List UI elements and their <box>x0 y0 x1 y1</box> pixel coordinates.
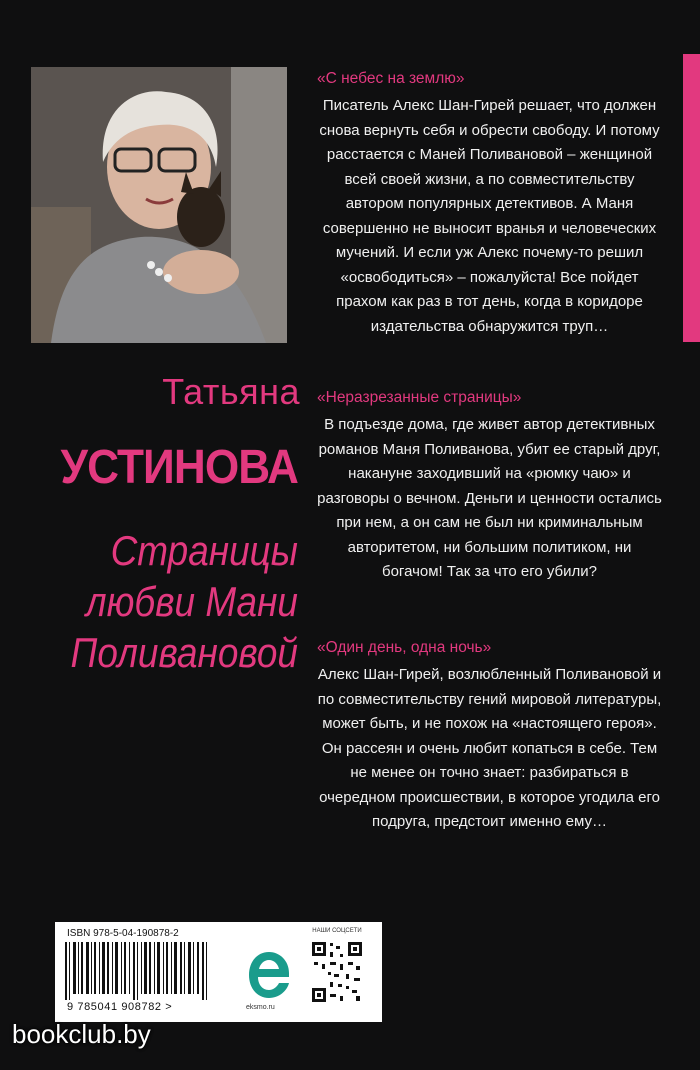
barcode-panel <box>55 922 382 1022</box>
story-blurb-1 <box>317 68 662 339</box>
book-title-line-1: Страницы <box>110 527 298 574</box>
book-title-line-3: Поливановой <box>70 629 298 676</box>
story-text: В подъезде дома, где живет автор детективных романов Маня Поливанова, убит ее старый друг, накануне заходивший на «рюмку чаю» и разговоры о вечном. Деньги и ценности остались при нем, а он сам не был ни криминальным авторитетом, ни большим политиком, ни богачом! Так за что его убили? <box>317 416 662 580</box>
story-text: Алекс Шан-Гирей, возлюбленный Поливановой и по совместительству гений мировой литературы, может быть, и не похож на «настоящего героя». Он рассеян и очень любит копаться в себе. Тем не менее он точно знает: разбираться в очередном происшествии, в которое угодила его подруга, предстоит именно ему… <box>317 666 662 830</box>
qr-code <box>310 940 364 1004</box>
watermark: bookclub.by <box>12 1019 151 1049</box>
story-title: «Один день, одна ночь» <box>317 639 492 656</box>
isbn-label: ISBN 978-5-04-190878-2 <box>67 928 179 939</box>
story-title: «С небес на землю» <box>317 70 465 87</box>
author-last-name: УСТИНОВА <box>60 441 298 494</box>
story-blurb-2 <box>317 387 662 585</box>
story-title: «Неразрезанные страницы» <box>317 389 522 406</box>
qr-label: НАШИ СОЦСЕТИ <box>312 928 362 934</box>
publisher-site: eksmo.ru <box>246 1004 275 1011</box>
book-title-line-2: любви Мани <box>85 578 298 625</box>
barcode <box>65 942 225 1000</box>
story-blurb-3 <box>317 637 662 835</box>
eksmo-logo-icon <box>247 950 291 1000</box>
story-text: Писатель Алекс Шан-Гирей решает, что должен снова вернуть себя и обрести свободу. И потому расстается с Маней Поливановой – женщиной всей своей жизни, а по совместительству автором популярных детективов. А Маня совершенно не выносит вранья и человеческих мучений. И если уж Алекс почему-то решил «освободиться» – пожалуйста! Все пойдет прахом как раз в тот день, когда в коридоре издательства обнаружится труп… <box>319 97 660 335</box>
author-photo <box>31 67 287 343</box>
accent-strip <box>683 54 700 342</box>
isbn-digits: 9 785041 908782 > <box>67 1001 173 1013</box>
author-first-name: Татьяна <box>162 371 300 412</box>
